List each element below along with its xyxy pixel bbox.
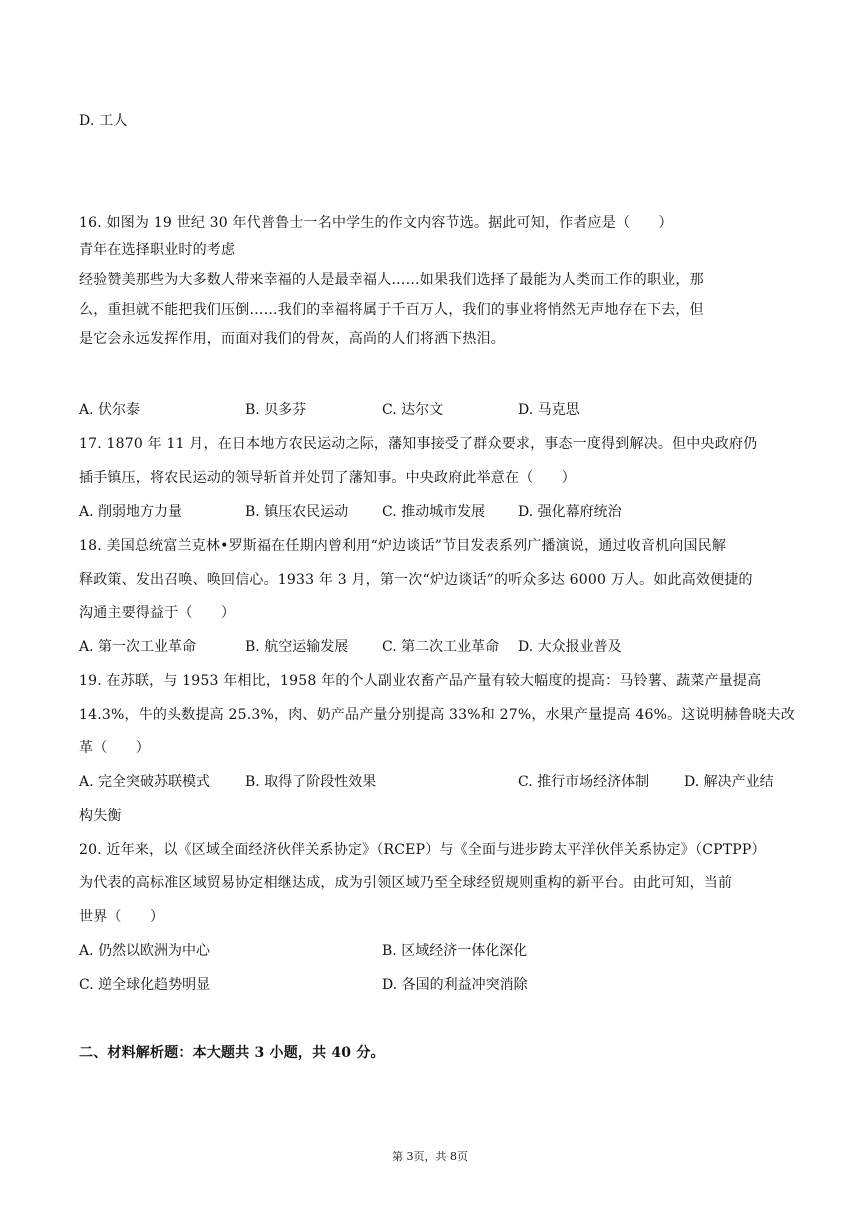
q19-stem-line-1: 19. 在苏联，与 1953 年相比，1958 年的个人副业农畜产品产量有较大幅度的提高：马铃薯、蔬菜产量提高 — [79, 673, 762, 689]
page-footer: 第 3页，共 8页 — [392, 1150, 468, 1163]
q18-stem-line-1: 18. 美国总统富兰克林•罗斯福在任期内曾利用“炉边谈话”节目发表系列广播演说，通过收音机向国民解 — [79, 538, 727, 554]
q18-option-a: A. 第一次工业革命 — [79, 639, 197, 655]
q16-essay-line-3: 是它会永远发挥作用，而面对我们的骨灰，高尚的人们将洒下热泪。 — [79, 331, 505, 347]
q17-option-a: A. 削弱地方力量 — [79, 504, 183, 520]
q19-option-a: A. 完全突破苏联模式 — [79, 774, 211, 790]
q16-option-a: A. 伏尔泰 — [79, 402, 141, 418]
q17-option-d: D. 强化幕府统治 — [518, 504, 622, 520]
q16-stem: 16. 如图为 19 世纪 30 年代普鲁士一名中学生的作文内容节选。据此可知，作者应是（ ） — [79, 215, 673, 231]
q19-stem-line-3: 革（ ） — [79, 740, 150, 756]
q18-stem-line-3: 沟通主要得益于（ ） — [79, 605, 236, 621]
q20-option-c: C. 逆全球化趋势明显 — [79, 977, 211, 993]
q19-stem-line-2: 14.3%，牛的头数提高 25.3%，肉、奶产品产量分别提高 33%和 27%，水果产量提高 46%。这说明赫鲁晓夫改 — [79, 707, 795, 723]
q17-option-c: C. 推动城市发展 — [382, 504, 486, 520]
q20-option-d: D. 各国的利益冲突消除 — [382, 977, 528, 993]
q16-essay-line-2: 么，重担就不能把我们压倒……我们的幸福将属于千百万人，我们的事业将悄然无声地存在下去，但 — [79, 302, 704, 318]
q17-stem-line-2: 插手镇压，将农民运动的领导斩首并处罚了藩知事。中央政府此举意在（ ） — [79, 470, 576, 486]
section-2-heading: 二、材料解析题：本大题共 3 小题，共 40 分。 — [79, 1045, 385, 1061]
q16-essay-title: 青年在选择职业时的考虑 — [79, 242, 236, 258]
q20-option-b: B. 区域经济一体化深化 — [382, 943, 528, 959]
q16-essay-line-1: 经验赞美那些为大多数人带来幸福的人是最幸福人……如果我们选择了最能为人类而工作的职业，那 — [79, 272, 704, 288]
q16-option-b: B. 贝多芬 — [245, 402, 307, 418]
q19-option-d-wrap: 构失衡 — [79, 808, 122, 824]
q17-option-b: B. 镇压农民运动 — [245, 504, 349, 520]
q20-stem-line-1: 20. 近年来，以《区域全面经济伙伴关系协定》（RCEP）与《全面与进步跨太平洋伙伴关系协定》（CPTPP） — [79, 842, 766, 858]
q19-option-b: B. 取得了阶段性效果 — [245, 774, 377, 790]
q20-stem-line-3: 世界（ ） — [79, 909, 165, 925]
q20-stem-line-2: 为代表的高标准区域贸易协定相继达成，成为引领区域乃至全球经贸规则重构的新平台。由此可知，当前 — [79, 875, 733, 891]
q16-option-d: D. 马克思 — [518, 402, 580, 418]
q18-option-d: D. 大众报业普及 — [518, 639, 622, 655]
q20-option-a: A. 仍然以欧洲为中心 — [79, 943, 211, 959]
prev-question-option-d: D. 工人 — [79, 113, 128, 129]
q17-stem-line-1: 17. 1870 年 11 月，在日本地方农民运动之际，藩知事接受了群众要求，事态一度得到解决。但中央政府仍 — [79, 436, 758, 452]
q18-stem-line-2: 释政策、发出召唤、唤回信心。1933 年 3 月，第一次“炉边谈话”的听众多达 6000 万人。如此高效便捷的 — [79, 572, 753, 588]
q18-option-c: C. 第二次工业革命 — [382, 639, 500, 655]
q19-option-c: C. 推行市场经济体制 — [518, 774, 650, 790]
q16-option-c: C. 达尔文 — [382, 402, 444, 418]
q19-option-d: D. 解决产业结 — [684, 774, 774, 790]
q18-option-b: B. 航空运输发展 — [245, 639, 349, 655]
